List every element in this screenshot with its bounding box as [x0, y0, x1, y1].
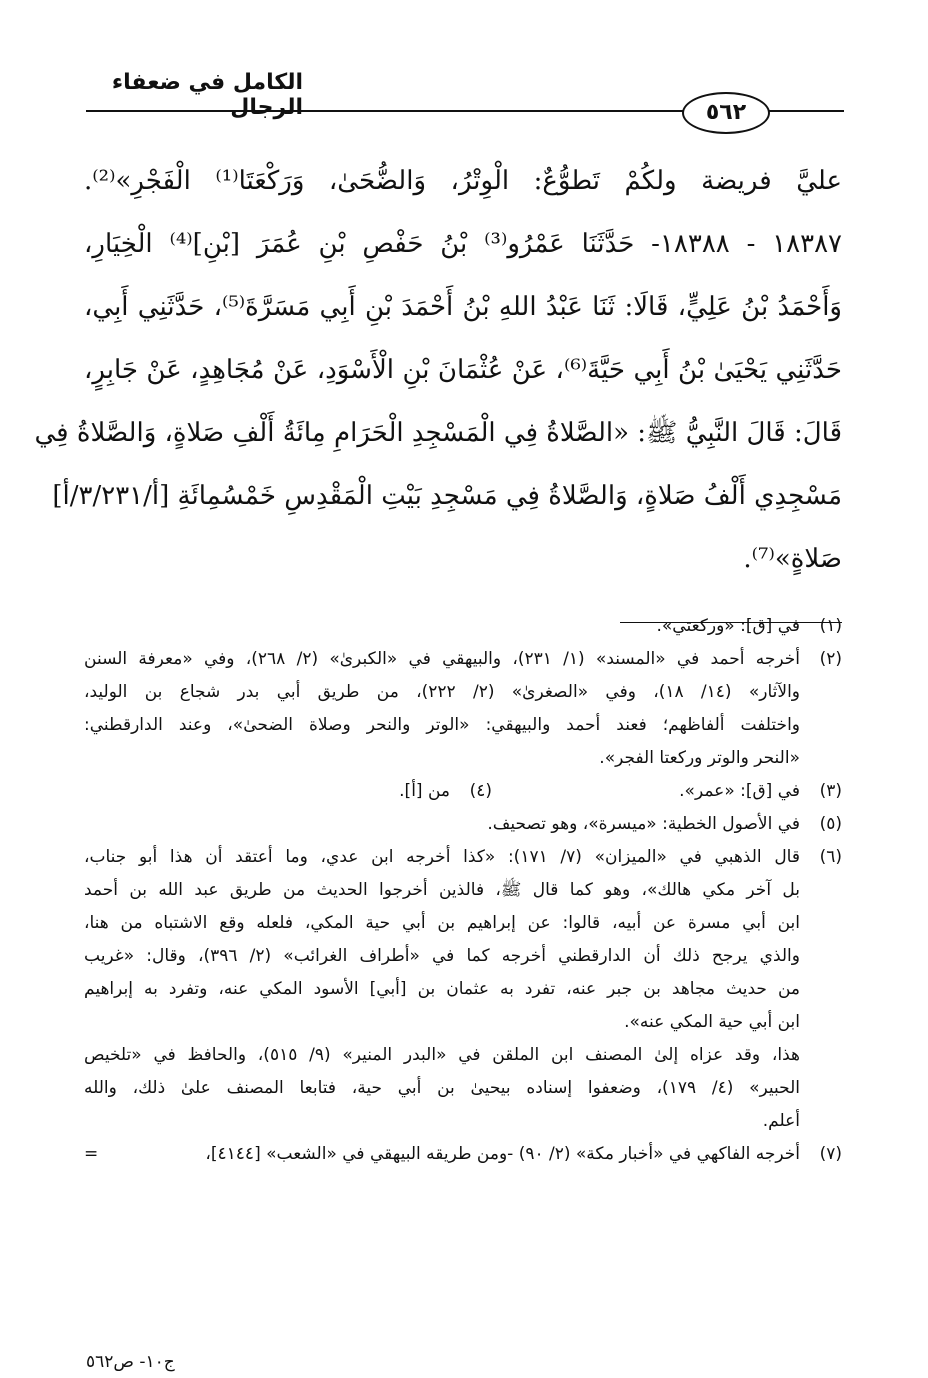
footnote-line: واختلفت ألفاظهم؛ فعند أحمد والبيهقي: «الوتر والنحر وصلاة الضحىٰ»، وعند الدارقطني: — [84, 715, 800, 735]
footnote-line: «النحر والوتر وركعتا الفجر». — [599, 748, 800, 768]
main-line: مَسْجِدِي أَلْفُ صَلاةٍ، وَالصَّلاةُ فِي مَسْجِدِ بَيْتِ الْمَقْدِسِ خَمْسُمِائَةِ [أ/٣/٢٣١/أ] — [52, 481, 842, 511]
main-line: وَأَحْمَدُ بْنُ عَلِيٍّ، قَالَا: ثَنَا عَبْدُ اللهِ بْنُ أَحْمَدَ بْنِ أَبِي مَسَرَّةَ⁽⁵⁾، حَدَّثَنِي أَبِي، — [84, 292, 842, 322]
main-line: ١٨٣٨٧ - ١٨٣٨٨- حَدَّثَنَا عَمْرُو⁽³⁾ بْنُ حَفْصِ بْنِ عُمَرَ [بْنِ]⁽⁴⁾ الْخِيَارِ، — [84, 229, 842, 259]
main-line: حَدَّثَنِي يَحْيَىٰ بْنُ أَبِي حَيَّةَ⁽⁶⁾، عَنْ عُثْمَانَ بْنِ الْأَسْوَدِ، عَنْ مُجَاهِدٍ، عَنْ جَابِرٍ، — [84, 355, 842, 385]
footnote-line: ابن أبي مسرة عن أبيه، قالوا: عن إبراهيم بن أبي حية المكي، فلعله وقع الاشتباه من هنا، — [84, 913, 800, 933]
footnote-number: (٢) — [819, 649, 842, 669]
footnote-line: والذي يرجح ذلك أن الدارقطني أخرجه كما في «أطراف الغرائب» (٢/ ٣٩٦)، وقال: «غريب — [84, 946, 800, 966]
footnote — [84, 841, 842, 1138]
footnote-text: أخرجه الفاكهي في «أخبار مكة» (٢/ ٩٠) -ومن طريقه البيهقي في «الشعب» [٤١٤٤]، — [205, 1144, 800, 1164]
footnote-number: (١) — [819, 616, 842, 636]
footnotes — [84, 610, 842, 1171]
page-number: ٥٦٢ — [682, 92, 770, 134]
main-line: قَالَ: قَالَ النَّبِيُّ ﷺ: «الصَّلاةُ فِي الْمَسْجِدِ الْحَرَامِ مِائَةُ أَلْفِ صَلاةٍ، وَالصَّلاةُ فِي — [34, 418, 842, 448]
footnote-number: (٣) — [819, 781, 842, 801]
main-line: عليَّ فريضة ولكُمْ تَطوُّعٌ: الْوِتْرُ، وَالضُّحَىٰ، وَرَكْعَتَا⁽¹⁾ الْفَجْرِ»⁽²⁾. — [84, 166, 842, 196]
footnote-continuation-mark: = — [84, 1144, 99, 1164]
footnote-row — [84, 775, 842, 808]
footnote-line: أعلم. — [762, 1111, 800, 1131]
footnote-text: من [أ]. — [399, 781, 450, 801]
footnote-row — [84, 1138, 842, 1171]
footnote-line: الحبير» (٤/ ١٧٩)، وضعفوا إسناده بيحيىٰ بن أبي حية، فتابعا المصنف علىٰ ذلك، والله — [84, 1078, 801, 1098]
footnote — [84, 643, 842, 775]
page-signature: ج١٠- ص٥٦٢ — [86, 1352, 175, 1372]
footnote-line: ابن أبي حية المكي عنه». — [624, 1012, 800, 1032]
footnote-line: في الأصول الخطية: «ميسرة»، وهو تصحيف. — [487, 814, 800, 834]
footnote-number: (٤) — [469, 781, 492, 801]
main-text — [34, 150, 842, 591]
footnote-line: بل آخر مكي هالك»، وهو كما قال ﷺ، فالذين أخرجوا الحديث من طريق عبد الله بن أحمد — [84, 880, 800, 900]
footnote-line: قال الذهبي في «الميزان» (٧/ ١٧١): «كذا أخرجه ابن عدي، وما أعتقد أن هذا أبو جناب، — [84, 847, 800, 867]
footnote-line: والآثار» (١٤/ ١٨)، وفي «الصغرىٰ» (٢/ ٢٢٢)، من طريق أبي بدر شجاع بن الوليد، — [84, 682, 801, 702]
running-title: الكامل في ضعفاء الرجال — [111, 70, 303, 120]
footnote-number: (٧) — [819, 1144, 842, 1164]
footnote — [84, 808, 842, 841]
footnote-line: أخرجه أحمد في «المسند» (١/ ٢٣١)، والبيهقي في «الكبرىٰ» (٢/ ٢٦٨)، وفي «معرفة السنن — [84, 649, 800, 669]
footnote-number: (٦) — [819, 847, 842, 867]
footnote-text: في [ق]: «عمر». — [679, 781, 800, 801]
footnote-number: (٥) — [819, 814, 842, 834]
footnote — [84, 610, 842, 643]
footnote-line: هذا، وقد عزاه إلىٰ المصنف ابن الملقن في «البدر المنير» (٩/ ٥١٥)، والحافظ في «تلخيص — [84, 1045, 800, 1065]
footnote-line: من حديث مجاهد بن جبر عنه، تفرد به عثمان بن [أبي] الأسود المكي عنه، وتفرد به إبراهيم — [84, 979, 800, 999]
footnote-line: في [ق]: «وركعتي». — [656, 616, 800, 636]
main-line: صَلاةٍ»⁽⁷⁾. — [743, 544, 842, 574]
